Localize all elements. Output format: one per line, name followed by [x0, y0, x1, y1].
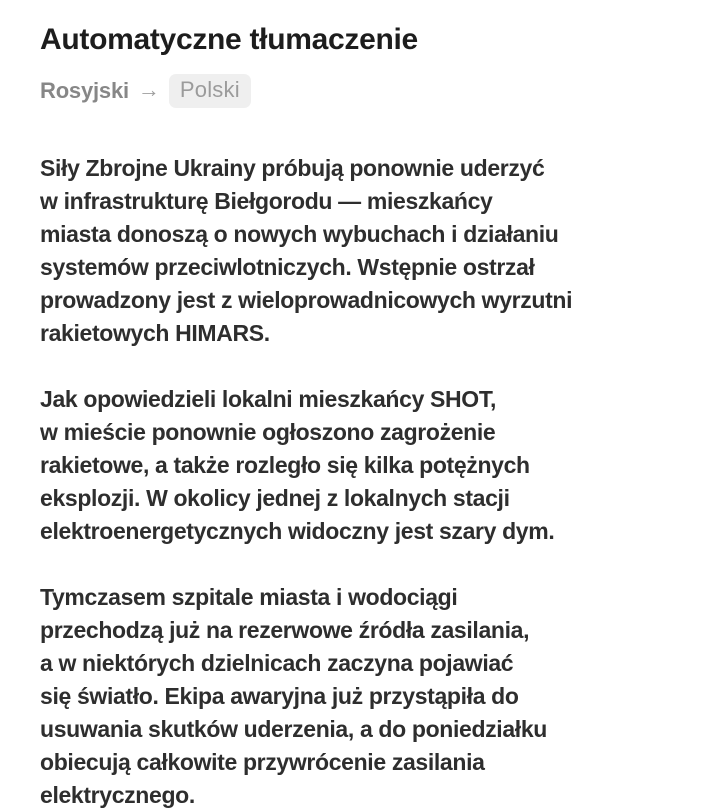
target-language-badge[interactable]: Polski — [169, 74, 251, 108]
text-line: a w niektórych dzielnicach zaczyna pojawiać — [40, 650, 514, 676]
page-title: Automatyczne tłumaczenie — [40, 23, 418, 56]
text-line: miasta donoszą o nowych wybuchach i działaniu — [40, 221, 559, 247]
source-language-label: Rosyjski — [40, 78, 129, 103]
text-line: w infrastrukturę Biełgorodu — mieszkańcy — [40, 188, 493, 214]
text-line: Siły Zbrojne Ukrainy próbują ponownie uderzyć — [40, 155, 545, 181]
text-line: systemów przeciwlotniczych. Wstępnie ostrzał — [40, 254, 535, 280]
text-line: prowadzony jest z wieloprowadnicowych wyrzutni — [40, 287, 573, 313]
text-line: Tymczasem szpitale miasta i wodociągi — [40, 584, 458, 610]
paragraph — [40, 581, 692, 812]
text-line: przechodzą już na rezerwowe źródła zasilania, — [40, 617, 530, 643]
text-line: się światło. Ekipa awaryjna już przystąpiła do — [40, 683, 519, 709]
text-line: elektroenergetycznych widoczny jest szary dym. — [40, 518, 555, 544]
language-direction-row — [40, 74, 692, 108]
arrow-right-icon: → — [137, 77, 160, 102]
text-line: obiecują całkowite przywrócenie zasilania — [40, 749, 485, 775]
text-line: eksplozji. W okolicy jednej z lokalnych stacji — [40, 485, 510, 511]
text-line: Jak opowiedzieli lokalni mieszkańcy SHOT, — [40, 386, 497, 412]
text-line: elektrycznego. — [40, 782, 195, 808]
paragraph — [40, 383, 692, 548]
text-line: usuwania skutków uderzenia, a do poniedziałku — [40, 716, 547, 742]
paragraph — [40, 152, 692, 350]
text-line: w mieście ponownie ogłoszono zagrożenie — [40, 419, 496, 445]
text-line: rakietowe, a także rozległo się kilka potężnych — [40, 452, 530, 478]
translated-text — [40, 152, 692, 812]
text-line: rakietowych HIMARS. — [40, 320, 270, 346]
